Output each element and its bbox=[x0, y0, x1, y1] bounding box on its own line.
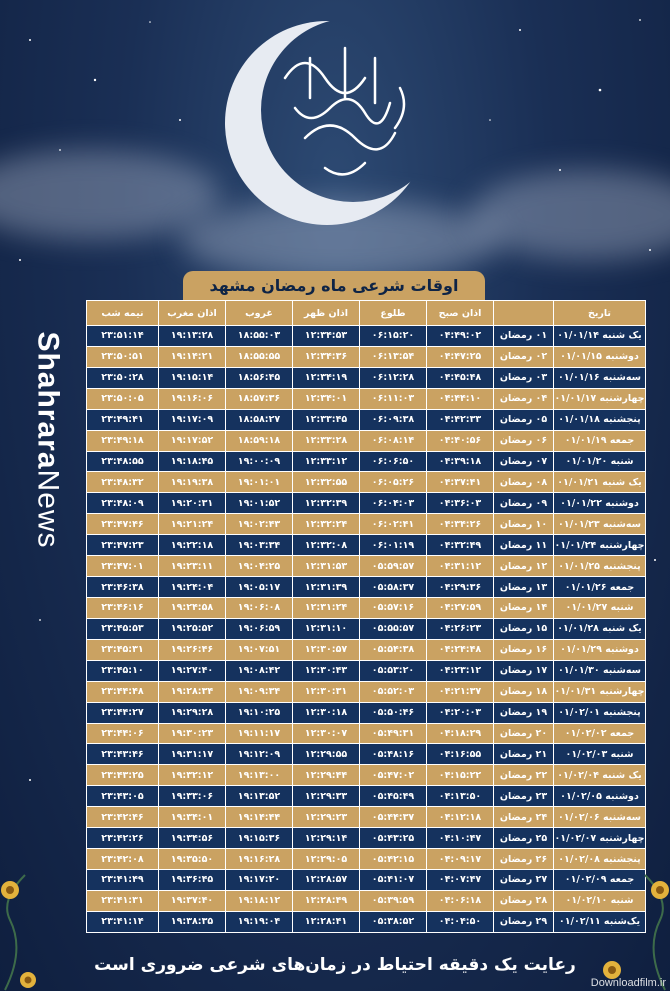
cell-maghrib: ۱۹:۱۹:۳۸ bbox=[159, 472, 226, 493]
cell-ramadan-day: ۲۵ رمضان bbox=[494, 828, 554, 849]
cell-sunset: ۱۹:۱۳:۰۰ bbox=[226, 765, 293, 786]
table-row bbox=[87, 807, 646, 828]
cell-date: جمعه ۰۱/۰۲/۰۲ bbox=[554, 723, 646, 744]
cell-date: پنجشنبه ۰۱/۰۱/۲۵ bbox=[554, 556, 646, 577]
cell-sunrise: ۰۵:۴۳:۲۵ bbox=[360, 828, 427, 849]
table-row bbox=[87, 765, 646, 786]
cell-dhuhr: ۱۲:۳۱:۱۰ bbox=[293, 618, 360, 639]
cell-sunset: ۱۹:۰۶:۰۸ bbox=[226, 597, 293, 618]
cell-fajr: ۰۴:۲۰:۰۳ bbox=[427, 702, 494, 723]
cell-sunrise: ۰۵:۴۹:۳۱ bbox=[360, 723, 427, 744]
cell-sunrise: ۰۵:۴۲:۱۵ bbox=[360, 849, 427, 870]
cell-sunset: ۱۹:۰۱:۰۱ bbox=[226, 472, 293, 493]
cell-midnight: ۲۳:۴۷:۰۱ bbox=[87, 556, 159, 577]
cell-sunrise: ۰۶:۰۵:۲۶ bbox=[360, 472, 427, 493]
brand-name-bold: Shahrara bbox=[32, 331, 65, 470]
cell-maghrib: ۱۹:۲۴:۰۴ bbox=[159, 577, 226, 598]
cell-date: سه‌شنبه ۰۱/۰۱/۳۰ bbox=[554, 660, 646, 681]
table-row bbox=[87, 326, 646, 347]
cell-dhuhr: ۱۲:۳۲:۳۹ bbox=[293, 493, 360, 514]
cell-ramadan-day: ۱۳ رمضان bbox=[494, 577, 554, 598]
header-sunset: غروب bbox=[226, 301, 293, 326]
cell-sunrise: ۰۶:۰۸:۱۴ bbox=[360, 430, 427, 451]
cell-midnight: ۲۳:۴۹:۱۸ bbox=[87, 430, 159, 451]
cell-dhuhr: ۱۲:۳۳:۴۵ bbox=[293, 409, 360, 430]
crescent-calligraphy-emblem bbox=[215, 18, 455, 228]
table-row bbox=[87, 556, 646, 577]
cell-midnight: ۲۳:۵۰:۰۵ bbox=[87, 388, 159, 409]
cell-sunrise: ۰۶:۱۱:۰۳ bbox=[360, 388, 427, 409]
cell-maghrib: ۱۹:۳۴:۰۱ bbox=[159, 807, 226, 828]
brand-name-light: News bbox=[32, 469, 65, 549]
cell-midnight: ۲۳:۴۸:۵۵ bbox=[87, 451, 159, 472]
cell-fajr: ۰۴:۰۹:۱۷ bbox=[427, 849, 494, 870]
cell-midnight: ۲۳:۴۱:۳۱ bbox=[87, 890, 159, 911]
cell-fajr: ۰۴:۴۴:۱۰ bbox=[427, 388, 494, 409]
watermark: Downloadfilm.ir bbox=[590, 977, 666, 989]
cell-date: دوشنبه ۰۱/۰۱/۲۲ bbox=[554, 493, 646, 514]
cell-fajr: ۰۴:۱۰:۴۷ bbox=[427, 828, 494, 849]
cell-dhuhr: ۱۲:۳۴:۰۱ bbox=[293, 388, 360, 409]
cell-midnight: ۲۳:۴۳:۴۶ bbox=[87, 744, 159, 765]
cell-maghrib: ۱۹:۱۷:۵۲ bbox=[159, 430, 226, 451]
prayer-times-table bbox=[86, 300, 646, 933]
cell-sunset: ۱۸:۵۶:۴۵ bbox=[226, 367, 293, 388]
cell-date: جمعه ۰۱/۰۱/۱۹ bbox=[554, 430, 646, 451]
table-row bbox=[87, 660, 646, 681]
cell-dhuhr: ۱۲:۳۲:۵۵ bbox=[293, 472, 360, 493]
cell-date: چهارشنبه ۰۱/۰۱/۳۱ bbox=[554, 681, 646, 702]
cell-midnight: ۲۳:۴۵:۳۱ bbox=[87, 639, 159, 660]
cell-ramadan-day: ۱۹ رمضان bbox=[494, 702, 554, 723]
cell-sunset: ۱۹:۱۶:۲۸ bbox=[226, 849, 293, 870]
cell-fajr: ۰۴:۴۰:۵۶ bbox=[427, 430, 494, 451]
cell-maghrib: ۱۹:۳۳:۰۶ bbox=[159, 786, 226, 807]
cell-maghrib: ۱۹:۲۹:۲۸ bbox=[159, 702, 226, 723]
cell-maghrib: ۱۹:۳۵:۵۰ bbox=[159, 849, 226, 870]
cell-dhuhr: ۱۲:۲۹:۱۴ bbox=[293, 828, 360, 849]
cell-sunset: ۱۹:۰۱:۵۲ bbox=[226, 493, 293, 514]
cell-sunset: ۱۹:۱۵:۳۶ bbox=[226, 828, 293, 849]
cell-fajr: ۰۴:۴۹:۰۲ bbox=[427, 326, 494, 347]
cell-date: دوشنبه ۰۱/۰۲/۰۵ bbox=[554, 786, 646, 807]
cell-sunrise: ۰۵:۴۱:۰۷ bbox=[360, 869, 427, 890]
table-row bbox=[87, 388, 646, 409]
cell-sunrise: ۰۵:۵۴:۳۸ bbox=[360, 639, 427, 660]
cell-ramadan-day: ۱۴ رمضان bbox=[494, 597, 554, 618]
cell-fajr: ۰۴:۳۹:۱۸ bbox=[427, 451, 494, 472]
cell-sunset: ۱۹:۱۴:۴۴ bbox=[226, 807, 293, 828]
cell-ramadan-day: ۰۲ رمضان bbox=[494, 346, 554, 367]
cell-ramadan-day: ۰۹ رمضان bbox=[494, 493, 554, 514]
cell-sunset: ۱۹:۰۵:۱۷ bbox=[226, 577, 293, 598]
cell-sunset: ۱۹:۰۴:۲۵ bbox=[226, 556, 293, 577]
cell-fajr: ۰۴:۱۸:۲۹ bbox=[427, 723, 494, 744]
cell-sunrise: ۰۵:۵۷:۱۶ bbox=[360, 597, 427, 618]
header-fajr: اذان صبح bbox=[427, 301, 494, 326]
cell-date: شنبه ۰۱/۰۲/۰۳ bbox=[554, 744, 646, 765]
cell-ramadan-day: ۱۰ رمضان bbox=[494, 514, 554, 535]
cell-midnight: ۲۳:۴۲:۴۶ bbox=[87, 807, 159, 828]
cell-ramadan-day: ۰۳ رمضان bbox=[494, 367, 554, 388]
cell-sunrise: ۰۵:۵۵:۵۷ bbox=[360, 618, 427, 639]
cell-fajr: ۰۴:۳۶:۰۳ bbox=[427, 493, 494, 514]
cell-maghrib: ۱۹:۱۷:۰۹ bbox=[159, 409, 226, 430]
cell-ramadan-day: ۱۷ رمضان bbox=[494, 660, 554, 681]
cell-fajr: ۰۴:۲۷:۵۹ bbox=[427, 597, 494, 618]
cell-sunset: ۱۹:۱۱:۱۷ bbox=[226, 723, 293, 744]
table-row bbox=[87, 828, 646, 849]
cell-midnight: ۲۳:۴۶:۳۸ bbox=[87, 577, 159, 598]
cell-sunrise: ۰۵:۴۵:۴۹ bbox=[360, 786, 427, 807]
cell-sunrise: ۰۶:۰۶:۵۰ bbox=[360, 451, 427, 472]
cell-date: یک شنبه ۰۱/۰۱/۱۴ bbox=[554, 326, 646, 347]
header-maghrib: اذان مغرب bbox=[159, 301, 226, 326]
table-row bbox=[87, 577, 646, 598]
cell-sunrise: ۰۵:۵۳:۲۰ bbox=[360, 660, 427, 681]
cell-date: جمعه ۰۱/۰۲/۰۹ bbox=[554, 869, 646, 890]
cell-sunset: ۱۹:۰۳:۳۴ bbox=[226, 535, 293, 556]
cell-sunrise: ۰۶:۰۹:۳۸ bbox=[360, 409, 427, 430]
cell-fajr: ۰۴:۳۱:۱۲ bbox=[427, 556, 494, 577]
cell-ramadan-day: ۲۸ رمضان bbox=[494, 890, 554, 911]
cell-fajr: ۰۴:۲۹:۳۶ bbox=[427, 577, 494, 598]
cell-dhuhr: ۱۲:۲۸:۴۹ bbox=[293, 890, 360, 911]
cell-date: دوشنبه ۰۱/۰۱/۲۹ bbox=[554, 639, 646, 660]
cell-dhuhr: ۱۲:۳۱:۲۴ bbox=[293, 597, 360, 618]
cell-maghrib: ۱۹:۳۸:۳۵ bbox=[159, 911, 226, 932]
header-date: تاریخ bbox=[554, 301, 646, 326]
cell-midnight: ۲۳:۴۱:۱۴ bbox=[87, 911, 159, 932]
cell-fajr: ۰۴:۲۴:۴۸ bbox=[427, 639, 494, 660]
cell-date: دوشنبه ۰۱/۰۱/۱۵ bbox=[554, 346, 646, 367]
cell-dhuhr: ۱۲:۳۰:۱۸ bbox=[293, 702, 360, 723]
cell-maghrib: ۱۹:۳۲:۱۲ bbox=[159, 765, 226, 786]
cell-midnight: ۲۳:۴۴:۰۶ bbox=[87, 723, 159, 744]
cell-dhuhr: ۱۲:۲۸:۵۷ bbox=[293, 869, 360, 890]
cell-ramadan-day: ۲۴ رمضان bbox=[494, 807, 554, 828]
table-row bbox=[87, 849, 646, 870]
cell-sunrise: ۰۶:۰۴:۰۳ bbox=[360, 493, 427, 514]
cell-ramadan-day: ۲۲ رمضان bbox=[494, 765, 554, 786]
table-row bbox=[87, 493, 646, 514]
cell-ramadan-day: ۰۴ رمضان bbox=[494, 388, 554, 409]
cell-sunset: ۱۸:۵۸:۲۷ bbox=[226, 409, 293, 430]
cell-sunset: ۱۸:۵۵:۵۵ bbox=[226, 346, 293, 367]
cell-midnight: ۲۳:۴۳:۰۵ bbox=[87, 786, 159, 807]
cell-ramadan-day: ۲۳ رمضان bbox=[494, 786, 554, 807]
cell-midnight: ۲۳:۴۲:۲۶ bbox=[87, 828, 159, 849]
cell-ramadan-day: ۰۷ رمضان bbox=[494, 451, 554, 472]
cell-sunrise: ۰۶:۱۲:۲۸ bbox=[360, 367, 427, 388]
cell-date: شنبه ۰۱/۰۱/۲۰ bbox=[554, 451, 646, 472]
table-row bbox=[87, 430, 646, 451]
cell-ramadan-day: ۱۶ رمضان bbox=[494, 639, 554, 660]
cell-maghrib: ۱۹:۲۴:۵۸ bbox=[159, 597, 226, 618]
cell-date: سه‌شنبه ۰۱/۰۱/۲۳ bbox=[554, 514, 646, 535]
cell-dhuhr: ۱۲:۲۹:۵۵ bbox=[293, 744, 360, 765]
cell-maghrib: ۱۹:۱۸:۴۵ bbox=[159, 451, 226, 472]
cell-sunset: ۱۹:۱۹:۰۴ bbox=[226, 911, 293, 932]
cell-dhuhr: ۱۲:۳۲:۲۴ bbox=[293, 514, 360, 535]
table-row bbox=[87, 535, 646, 556]
cell-date: یک شنبه ۰۱/۰۲/۰۴ bbox=[554, 765, 646, 786]
cell-dhuhr: ۱۲:۳۰:۵۷ bbox=[293, 639, 360, 660]
table-row bbox=[87, 346, 646, 367]
cell-date: پنجشنبه ۰۱/۰۲/۰۸ bbox=[554, 849, 646, 870]
cell-fajr: ۰۴:۲۳:۱۲ bbox=[427, 660, 494, 681]
cell-maghrib: ۱۹:۲۳:۱۱ bbox=[159, 556, 226, 577]
cell-dhuhr: ۱۲:۳۴:۱۹ bbox=[293, 367, 360, 388]
cell-midnight: ۲۳:۴۲:۰۸ bbox=[87, 849, 159, 870]
cell-maghrib: ۱۹:۱۵:۱۴ bbox=[159, 367, 226, 388]
cell-sunrise: ۰۵:۴۷:۰۲ bbox=[360, 765, 427, 786]
cell-dhuhr: ۱۲:۳۲:۰۸ bbox=[293, 535, 360, 556]
table-row bbox=[87, 597, 646, 618]
cell-maghrib: ۱۹:۲۱:۲۴ bbox=[159, 514, 226, 535]
brand-logo bbox=[8, 331, 88, 549]
cell-dhuhr: ۱۲:۳۰:۰۷ bbox=[293, 723, 360, 744]
cell-dhuhr: ۱۲:۳۴:۵۳ bbox=[293, 326, 360, 347]
cell-ramadan-day: ۰۵ رمضان bbox=[494, 409, 554, 430]
cell-sunset: ۱۹:۱۷:۲۰ bbox=[226, 869, 293, 890]
cell-fajr: ۰۴:۰۴:۵۰ bbox=[427, 911, 494, 932]
cell-fajr: ۰۴:۰۶:۱۸ bbox=[427, 890, 494, 911]
cell-midnight: ۲۳:۴۵:۱۰ bbox=[87, 660, 159, 681]
table-row bbox=[87, 723, 646, 744]
cell-sunset: ۱۹:۰۷:۵۱ bbox=[226, 639, 293, 660]
table-row bbox=[87, 409, 646, 430]
cell-maghrib: ۱۹:۳۰:۲۳ bbox=[159, 723, 226, 744]
cell-ramadan-day: ۲۱ رمضان bbox=[494, 744, 554, 765]
cell-date: سه‌شنبه ۰۱/۰۲/۰۶ bbox=[554, 807, 646, 828]
cell-sunset: ۱۹:۱۲:۰۹ bbox=[226, 744, 293, 765]
cell-fajr: ۰۴:۴۵:۴۸ bbox=[427, 367, 494, 388]
cell-fajr: ۰۴:۰۷:۴۷ bbox=[427, 869, 494, 890]
cell-date: چهارشنبه ۰۱/۰۱/۲۴ bbox=[554, 535, 646, 556]
cell-sunrise: ۰۵:۴۴:۳۷ bbox=[360, 807, 427, 828]
cell-date: چهارشنبه ۰۱/۰۱/۱۷ bbox=[554, 388, 646, 409]
cell-maghrib: ۱۹:۱۴:۲۱ bbox=[159, 346, 226, 367]
table-row bbox=[87, 786, 646, 807]
cell-sunset: ۱۹:۰۶:۵۹ bbox=[226, 618, 293, 639]
cell-dhuhr: ۱۲:۳۳:۱۲ bbox=[293, 451, 360, 472]
cell-ramadan-day: ۲۰ رمضان bbox=[494, 723, 554, 744]
cell-ramadan-day: ۱۱ رمضان bbox=[494, 535, 554, 556]
cell-ramadan-day: ۰۱ رمضان bbox=[494, 326, 554, 347]
table-row bbox=[87, 514, 646, 535]
cell-sunrise: ۰۵:۵۸:۳۷ bbox=[360, 577, 427, 598]
cell-dhuhr: ۱۲:۳۱:۵۳ bbox=[293, 556, 360, 577]
cell-sunrise: ۰۶:۰۱:۱۹ bbox=[360, 535, 427, 556]
cell-midnight: ۲۳:۴۵:۵۳ bbox=[87, 618, 159, 639]
cell-fajr: ۰۴:۳۴:۲۶ bbox=[427, 514, 494, 535]
cell-fajr: ۰۴:۱۶:۵۵ bbox=[427, 744, 494, 765]
cell-midnight: ۲۳:۴۶:۱۶ bbox=[87, 597, 159, 618]
header-day bbox=[494, 301, 554, 326]
cell-sunrise: ۰۵:۵۰:۴۶ bbox=[360, 702, 427, 723]
cell-fajr: ۰۴:۲۶:۲۳ bbox=[427, 618, 494, 639]
cell-ramadan-day: ۰۸ رمضان bbox=[494, 472, 554, 493]
table-row bbox=[87, 618, 646, 639]
table-row bbox=[87, 702, 646, 723]
cell-sunset: ۱۸:۵۵:۰۳ bbox=[226, 326, 293, 347]
cell-midnight: ۲۳:۴۱:۴۹ bbox=[87, 869, 159, 890]
cell-date: یک‌شنبه ۰۱/۰۲/۱۱ bbox=[554, 911, 646, 932]
cell-date: یک شنبه ۰۱/۰۱/۲۸ bbox=[554, 618, 646, 639]
cell-dhuhr: ۱۲:۲۹:۳۳ bbox=[293, 786, 360, 807]
table-row bbox=[87, 681, 646, 702]
cell-midnight: ۲۳:۴۹:۴۱ bbox=[87, 409, 159, 430]
cell-midnight: ۲۳:۴۷:۲۳ bbox=[87, 535, 159, 556]
cell-maghrib: ۱۹:۳۷:۴۰ bbox=[159, 890, 226, 911]
cell-fajr: ۰۴:۳۷:۴۱ bbox=[427, 472, 494, 493]
cell-date: شنبه ۰۱/۰۱/۲۷ bbox=[554, 597, 646, 618]
cell-ramadan-day: ۲۷ رمضان bbox=[494, 869, 554, 890]
cell-maghrib: ۱۹:۲۲:۱۸ bbox=[159, 535, 226, 556]
cell-sunset: ۱۹:۰۰:۰۹ bbox=[226, 451, 293, 472]
cell-ramadan-day: ۱۸ رمضان bbox=[494, 681, 554, 702]
cell-sunset: ۱۹:۰۹:۳۴ bbox=[226, 681, 293, 702]
cell-sunrise: ۰۵:۳۹:۵۹ bbox=[360, 890, 427, 911]
cell-midnight: ۲۳:۴۸:۳۲ bbox=[87, 472, 159, 493]
cell-date: جمعه ۰۱/۰۱/۲۶ bbox=[554, 577, 646, 598]
cell-dhuhr: ۱۲:۳۱:۳۹ bbox=[293, 577, 360, 598]
cell-maghrib: ۱۹:۲۰:۳۱ bbox=[159, 493, 226, 514]
cell-maghrib: ۱۹:۳۱:۱۷ bbox=[159, 744, 226, 765]
cell-sunrise: ۰۵:۴۸:۱۶ bbox=[360, 744, 427, 765]
cell-date: یک شنبه ۰۱/۰۱/۲۱ bbox=[554, 472, 646, 493]
cell-sunset: ۱۸:۵۹:۱۸ bbox=[226, 430, 293, 451]
table-row bbox=[87, 367, 646, 388]
cell-sunset: ۱۸:۵۷:۳۶ bbox=[226, 388, 293, 409]
cell-sunset: ۱۹:۱۰:۲۵ bbox=[226, 702, 293, 723]
cell-dhuhr: ۱۲:۲۹:۲۳ bbox=[293, 807, 360, 828]
cell-sunset: ۱۹:۰۲:۴۳ bbox=[226, 514, 293, 535]
cell-ramadan-day: ۲۶ رمضان bbox=[494, 849, 554, 870]
cell-dhuhr: ۱۲:۳۰:۴۳ bbox=[293, 660, 360, 681]
cell-midnight: ۲۳:۵۰:۵۱ bbox=[87, 346, 159, 367]
cell-ramadan-day: ۱۵ رمضان bbox=[494, 618, 554, 639]
page-title: اوقات شرعی ماه رمضان مشهد bbox=[183, 271, 485, 301]
cell-fajr: ۰۴:۱۵:۲۲ bbox=[427, 765, 494, 786]
cell-sunset: ۱۹:۰۸:۴۲ bbox=[226, 660, 293, 681]
cell-sunrise: ۰۶:۱۵:۲۰ bbox=[360, 326, 427, 347]
cell-dhuhr: ۱۲:۲۹:۴۴ bbox=[293, 765, 360, 786]
header-midnight: نیمه شب bbox=[87, 301, 159, 326]
cell-maghrib: ۱۹:۲۵:۵۲ bbox=[159, 618, 226, 639]
cell-fajr: ۰۴:۴۷:۲۵ bbox=[427, 346, 494, 367]
cell-sunrise: ۰۶:۰۲:۴۱ bbox=[360, 514, 427, 535]
cell-fajr: ۰۴:۱۲:۱۸ bbox=[427, 807, 494, 828]
cell-ramadan-day: ۲۹ رمضان bbox=[494, 911, 554, 932]
cell-maghrib: ۱۹:۱۶:۰۶ bbox=[159, 388, 226, 409]
cell-fajr: ۰۴:۴۲:۳۳ bbox=[427, 409, 494, 430]
cell-date: پنجشنبه ۰۱/۰۲/۰۱ bbox=[554, 702, 646, 723]
table-row bbox=[87, 911, 646, 932]
table-row bbox=[87, 744, 646, 765]
cell-ramadan-day: ۱۲ رمضان bbox=[494, 556, 554, 577]
cell-midnight: ۲۳:۴۷:۴۶ bbox=[87, 514, 159, 535]
cell-fajr: ۰۴:۳۲:۴۹ bbox=[427, 535, 494, 556]
cell-dhuhr: ۱۲:۲۸:۴۱ bbox=[293, 911, 360, 932]
cell-maghrib: ۱۹:۲۶:۴۶ bbox=[159, 639, 226, 660]
cell-date: چهارشنبه ۰۱/۰۲/۰۷ bbox=[554, 828, 646, 849]
cell-sunrise: ۰۵:۳۸:۵۲ bbox=[360, 911, 427, 932]
cell-midnight: ۲۳:۵۰:۲۸ bbox=[87, 367, 159, 388]
cell-ramadan-day: ۰۶ رمضان bbox=[494, 430, 554, 451]
cell-fajr: ۰۴:۲۱:۳۷ bbox=[427, 681, 494, 702]
cell-maghrib: ۱۹:۳۴:۵۶ bbox=[159, 828, 226, 849]
cell-dhuhr: ۱۲:۳۰:۳۱ bbox=[293, 681, 360, 702]
cell-date: شنبه ۰۱/۰۲/۱۰ bbox=[554, 890, 646, 911]
cell-maghrib: ۱۹:۳۶:۴۵ bbox=[159, 869, 226, 890]
cell-midnight: ۲۳:۴۴:۴۸ bbox=[87, 681, 159, 702]
cell-date: پنجشنبه ۰۱/۰۱/۱۸ bbox=[554, 409, 646, 430]
footer-note: رعایت یک دقیقه احتیاط در زمان‌های شرعی ضروری است bbox=[94, 955, 576, 975]
cell-midnight: ۲۳:۵۱:۱۴ bbox=[87, 326, 159, 347]
cell-fajr: ۰۴:۱۳:۵۰ bbox=[427, 786, 494, 807]
table-row bbox=[87, 639, 646, 660]
cell-maghrib: ۱۹:۱۳:۲۸ bbox=[159, 326, 226, 347]
cell-sunset: ۱۹:۱۸:۱۲ bbox=[226, 890, 293, 911]
cell-midnight: ۲۳:۴۸:۰۹ bbox=[87, 493, 159, 514]
cell-dhuhr: ۱۲:۳۴:۳۶ bbox=[293, 346, 360, 367]
cell-maghrib: ۱۹:۲۸:۳۴ bbox=[159, 681, 226, 702]
cell-midnight: ۲۳:۴۳:۲۵ bbox=[87, 765, 159, 786]
cell-midnight: ۲۳:۴۴:۲۷ bbox=[87, 702, 159, 723]
cell-dhuhr: ۱۲:۳۳:۲۸ bbox=[293, 430, 360, 451]
cell-maghrib: ۱۹:۲۷:۴۰ bbox=[159, 660, 226, 681]
cell-sunrise: ۰۶:۱۳:۵۴ bbox=[360, 346, 427, 367]
cell-sunrise: ۰۵:۵۲:۰۳ bbox=[360, 681, 427, 702]
table-row bbox=[87, 472, 646, 493]
cell-dhuhr: ۱۲:۲۹:۰۵ bbox=[293, 849, 360, 870]
table-row bbox=[87, 890, 646, 911]
table-row bbox=[87, 451, 646, 472]
cell-date: سه‌شنبه ۰۱/۰۱/۱۶ bbox=[554, 367, 646, 388]
table-header-row bbox=[87, 301, 646, 326]
table-row bbox=[87, 869, 646, 890]
cell-sunset: ۱۹:۱۳:۵۲ bbox=[226, 786, 293, 807]
cell-sunrise: ۰۵:۵۹:۵۷ bbox=[360, 556, 427, 577]
header-dhuhr: اذان ظهر bbox=[293, 301, 360, 326]
header-sunrise: طلوع bbox=[360, 301, 427, 326]
